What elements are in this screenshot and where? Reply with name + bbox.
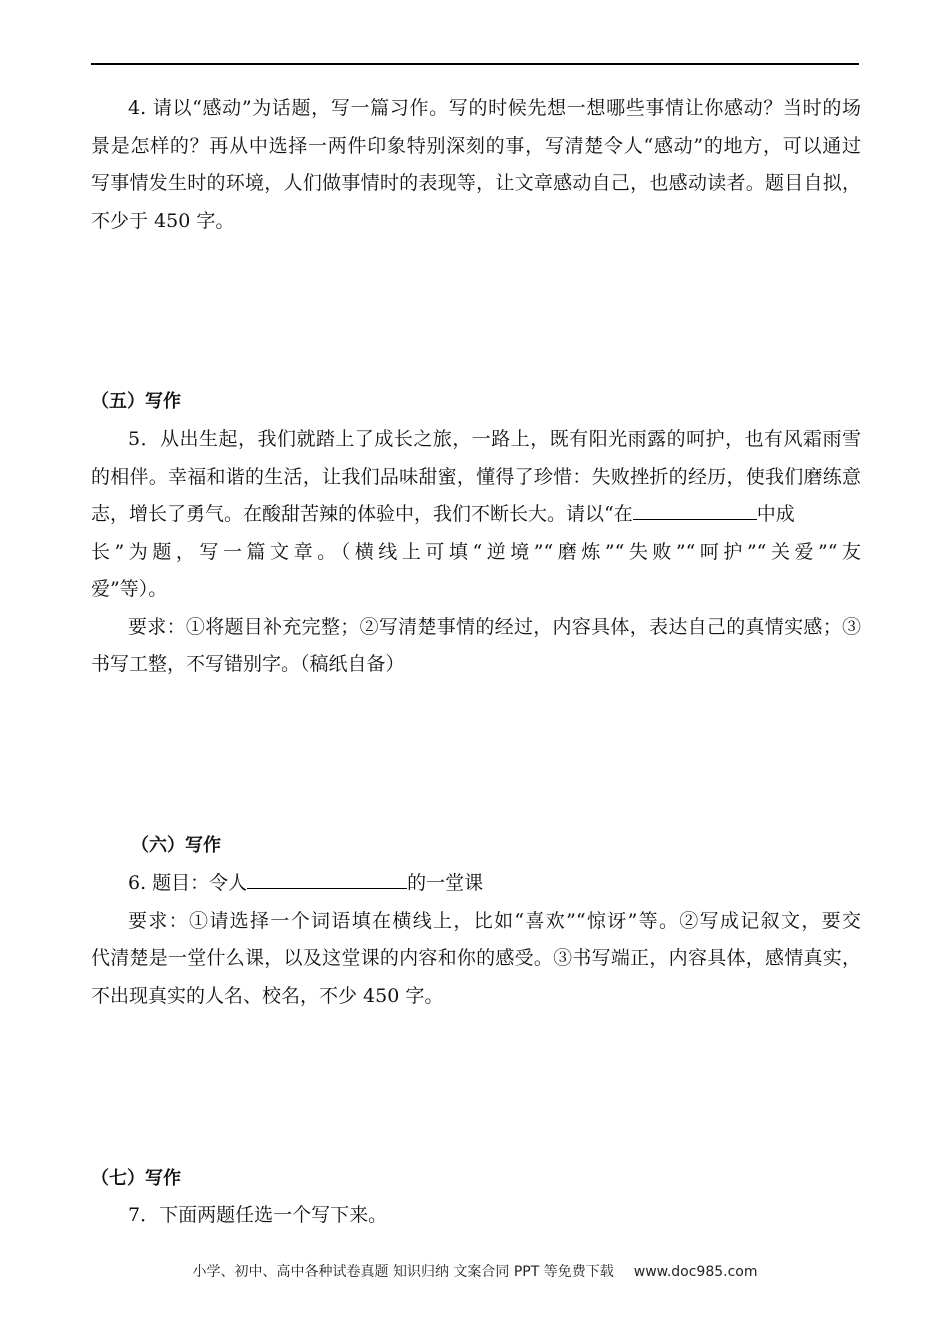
requirement-line: 代清楚是一堂什么课，以及这堂课的内容和你的感受。③书写端正，内容具体，感情真实， bbox=[91, 947, 861, 969]
question-4-line: 写事情发生时的环境，人们做事情时的表现等，让文章感动自己，也感动读者。题目自拟， bbox=[91, 172, 861, 194]
question-6-title-text: 6. 题目：令人 bbox=[128, 872, 248, 894]
question-4-line: 景是怎样的？再从中选择一两件印象特别深刻的事，写清楚令人“感动”的地方，可以通过 bbox=[91, 134, 861, 157]
requirement-line: 要求：①请选择一个词语填在横线上，比如“喜欢”“惊讶”等。②写成记叙文，要交 bbox=[128, 909, 861, 932]
question-4-line: 不少于 450 字。 bbox=[91, 209, 235, 232]
question-5-line: 长”为题，写一篇文章。（横线上可填“逆境”“磨炼”“失败”“呵护”“关爱”“友 bbox=[91, 540, 861, 563]
footer-site-link[interactable]: www.doc985.com bbox=[633, 1264, 758, 1280]
question-4 bbox=[91, 90, 861, 240]
question-5 bbox=[91, 421, 861, 684]
requirement-line: 要求：①将题目补充完整；②写清楚事情的经过，内容具体，表达自己的真情实感；③ bbox=[128, 615, 861, 638]
question-5-line: 爱”等）。 bbox=[91, 578, 168, 600]
question-5-line: 5．从出生起，我们就踏上了成长之旅，一路上，既有阳光雨露的呵护，也有风霜雨雪 bbox=[128, 428, 861, 450]
section-5-heading: （五）写作 bbox=[91, 391, 181, 412]
question-5-line bbox=[91, 496, 861, 534]
section-6-heading: （六）写作 bbox=[131, 835, 221, 856]
page-footer bbox=[0, 1261, 950, 1281]
answer-blank bbox=[633, 499, 757, 520]
answer-blank bbox=[247, 868, 407, 889]
footer-text: 小学、初中、高中各种试卷真题 知识归纳 文案合同 PPT 等免费下载 bbox=[192, 1264, 614, 1280]
question-6-title-text: 的一堂课 bbox=[407, 872, 484, 894]
requirement-line: 书写工整，不写错别字。（稿纸自备） bbox=[91, 653, 405, 675]
question-7 bbox=[91, 1197, 861, 1235]
question-6 bbox=[91, 865, 861, 1015]
question-7-line: 7．下面两题任选一个写下来。 bbox=[128, 1204, 388, 1226]
header-rule bbox=[91, 63, 859, 65]
question-5-line: 的相伴。幸福和谐的生活，让我们品味甜蜜，懂得了珍惜：失败挫折的经历，使我们磨练意 bbox=[91, 465, 861, 488]
question-5-line-text: 中成 bbox=[756, 503, 795, 525]
question-6-title bbox=[91, 865, 861, 903]
question-5-line-text: 志，增长了勇气。在酸甜苦辣的体验中，我们不断长大。请以“在 bbox=[91, 503, 633, 525]
section-7-heading: （七）写作 bbox=[91, 1168, 181, 1189]
requirement-line: 不出现真实的人名、校名，不少 450 字。 bbox=[91, 984, 444, 1007]
question-4-line: 4. 请以“感动”为话题，写一篇习作。写的时候先想一想哪些事情让你感动？当时的场 bbox=[128, 97, 861, 119]
